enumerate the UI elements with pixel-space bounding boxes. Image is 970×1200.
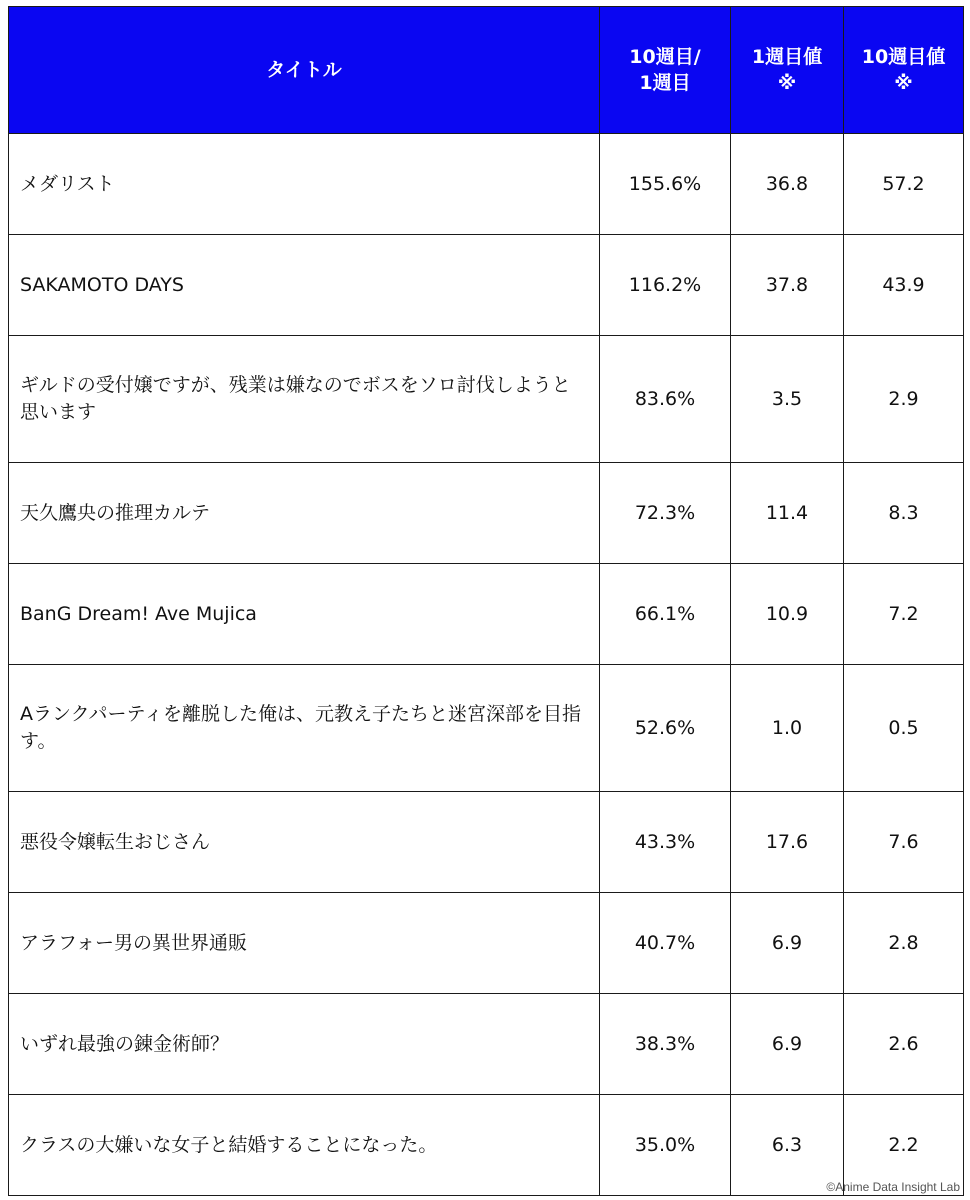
header-ratio-line2: 1週目	[639, 72, 691, 94]
table-header	[9, 7, 964, 134]
ranking-table-container	[8, 6, 963, 1194]
week1-cell: 6.3	[731, 1095, 844, 1196]
week1-cell: 1.0	[731, 665, 844, 792]
table-row	[9, 463, 964, 564]
week1-cell: 37.8	[731, 235, 844, 336]
week10-cell: 57.2	[844, 134, 964, 235]
ratio-cell: 38.3%	[600, 994, 731, 1095]
header-week1-line2: ※	[777, 72, 797, 94]
table-row	[9, 1095, 964, 1196]
week1-cell: 10.9	[731, 564, 844, 665]
header-week1-line1: 1週目値	[751, 46, 823, 68]
title-cell: アラフォー男の異世界通販	[9, 893, 600, 994]
header-title: タイトル	[9, 7, 600, 134]
table-row	[9, 134, 964, 235]
table-row	[9, 336, 964, 463]
week1-cell: 11.4	[731, 463, 844, 564]
week10-cell: 43.9	[844, 235, 964, 336]
week10-cell: 2.9	[844, 336, 964, 463]
header-week1	[731, 7, 844, 134]
ratio-cell: 52.6%	[600, 665, 731, 792]
title-cell: メダリスト	[9, 134, 600, 235]
header-week10-line1: 10週目値	[861, 46, 946, 68]
title-cell: BanG Dream! Ave Mujica	[9, 564, 600, 665]
header-week10-line2: ※	[894, 72, 913, 94]
copyright-watermark: ©Anime Data Insight Lab	[826, 1180, 960, 1194]
ratio-cell: 43.3%	[600, 792, 731, 893]
ratio-cell: 72.3%	[600, 463, 731, 564]
title-cell: 悪役令嬢転生おじさん	[9, 792, 600, 893]
week1-cell: 3.5	[731, 336, 844, 463]
table-row	[9, 235, 964, 336]
week1-cell: 17.6	[731, 792, 844, 893]
table-row	[9, 994, 964, 1095]
table-body	[9, 134, 964, 1196]
title-cell: クラスの大嫌いな女子と結婚することになった。	[9, 1095, 600, 1196]
header-ratio-line1: 10週目/	[629, 46, 701, 68]
ratio-cell: 35.0%	[600, 1095, 731, 1196]
header-row	[9, 7, 964, 134]
table-row	[9, 792, 964, 893]
week10-cell: 2.2	[844, 1095, 964, 1196]
week1-cell: 6.9	[731, 893, 844, 994]
ratio-cell: 40.7%	[600, 893, 731, 994]
ratio-cell: 66.1%	[600, 564, 731, 665]
ratio-cell: 116.2%	[600, 235, 731, 336]
week1-cell: 36.8	[731, 134, 844, 235]
header-week10	[844, 7, 964, 134]
week10-cell: 7.2	[844, 564, 964, 665]
table-row	[9, 665, 964, 792]
week10-cell: 8.3	[844, 463, 964, 564]
table-row	[9, 564, 964, 665]
week10-cell: 0.5	[844, 665, 964, 792]
table-row	[9, 893, 964, 994]
title-cell: ギルドの受付嬢ですが、残業は嫌なのでボスをソロ討伐しようと思います	[9, 336, 600, 463]
ratio-cell: 83.6%	[600, 336, 731, 463]
title-cell: いずれ最強の錬金術師？	[9, 994, 600, 1095]
week10-cell: 2.8	[844, 893, 964, 994]
ranking-table	[8, 6, 964, 1196]
title-cell: 天久鷹央の推理カルテ	[9, 463, 600, 564]
title-cell: Aランクパーティを離脱した俺は、元教え子たちと迷宮深部を目指す。	[9, 665, 600, 792]
week10-cell: 7.6	[844, 792, 964, 893]
ratio-cell: 155.6%	[600, 134, 731, 235]
week1-cell: 6.9	[731, 994, 844, 1095]
title-cell: SAKAMOTO DAYS	[9, 235, 600, 336]
week10-cell: 2.6	[844, 994, 964, 1095]
header-ratio	[600, 7, 731, 134]
